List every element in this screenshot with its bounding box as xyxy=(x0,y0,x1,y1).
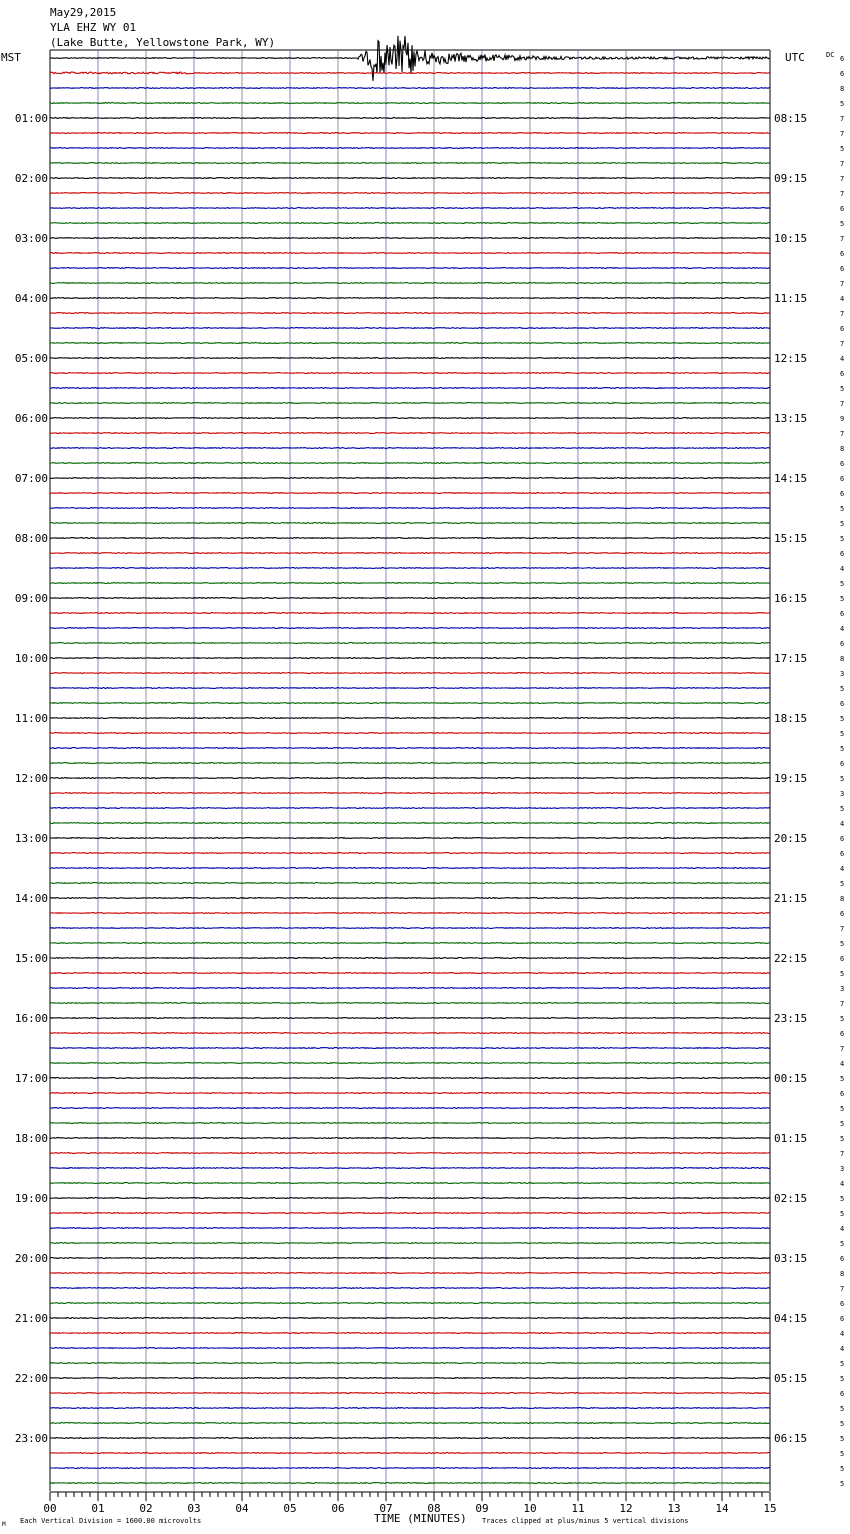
dc-offset-label: 7 xyxy=(840,190,845,198)
trace-row xyxy=(50,688,770,689)
trace-row xyxy=(50,898,770,899)
trace-row xyxy=(50,418,770,419)
trace-row xyxy=(50,1183,770,1184)
trace-row xyxy=(50,538,770,539)
dc-offset-label: 3 xyxy=(840,670,845,678)
trace-row xyxy=(50,583,770,584)
dc-offset-label: 4 xyxy=(840,1225,845,1233)
mst-hour-label: 05:00 xyxy=(14,352,48,365)
trace-row xyxy=(50,883,770,884)
trace-row xyxy=(50,1453,770,1454)
trace-row xyxy=(50,343,770,344)
trace-row xyxy=(50,403,770,404)
trace-row xyxy=(50,1303,770,1304)
seismic-traces xyxy=(50,36,770,1484)
mst-hour-label: 17:00 xyxy=(14,1072,48,1085)
dc-offset-label: 6 xyxy=(840,55,845,63)
header-location: (Lake Butte, Yellowstone Park, WY) xyxy=(50,36,276,49)
trace-row xyxy=(50,268,770,269)
trace-row xyxy=(50,1093,770,1094)
dc-offset-label: 6 xyxy=(840,1300,845,1308)
trace-row xyxy=(50,838,770,839)
dc-offset-label: 6 xyxy=(840,370,845,378)
utc-hour-label: 00:15 xyxy=(774,1072,808,1085)
dc-offset-label: 6 xyxy=(840,490,845,498)
trace-row xyxy=(50,1168,770,1169)
dc-offset-label: 6 xyxy=(840,850,845,858)
trace-row xyxy=(50,1228,770,1229)
dc-offset-label: 5 xyxy=(840,880,845,888)
x-tick-label: 13 xyxy=(667,1502,681,1515)
dc-offset-label: 7 xyxy=(840,280,845,288)
trace-row xyxy=(50,628,770,629)
mst-hour-label: 14:00 xyxy=(14,892,48,905)
trace-row xyxy=(50,1213,770,1214)
x-tick-label: 04 xyxy=(235,1502,249,1515)
dc-offset-label: 7 xyxy=(840,400,845,408)
trace-row xyxy=(50,1393,770,1394)
utc-hour-label: 10:15 xyxy=(774,232,808,245)
dc-offset-label: 5 xyxy=(840,745,845,753)
trace-row xyxy=(50,508,770,509)
mst-hour-label: 01:00 xyxy=(14,112,48,125)
dc-offset-label: 6 xyxy=(840,1390,845,1398)
trace-row xyxy=(50,328,770,329)
trace-row xyxy=(50,553,770,554)
dc-offset-label: 6 xyxy=(840,1255,845,1263)
dc-offset-label: 5 xyxy=(840,775,845,783)
mst-hour-label: 04:00 xyxy=(14,292,48,305)
dc-offset-label: 6 xyxy=(840,475,845,483)
trace-row xyxy=(50,72,770,74)
trace-row xyxy=(50,1108,770,1109)
mst-hour-label: 11:00 xyxy=(14,712,48,725)
utc-hour-label: 06:15 xyxy=(774,1432,808,1445)
trace-row xyxy=(50,373,770,374)
x-tick-label: 01 xyxy=(91,1502,105,1515)
utc-hour-label: 02:15 xyxy=(774,1192,808,1205)
trace-row xyxy=(50,523,770,524)
dc-offset-label: 4 xyxy=(840,565,845,573)
utc-hour-label: 03:15 xyxy=(774,1252,808,1265)
left-timezone-label: MST xyxy=(1,51,21,64)
utc-hour-label: 23:15 xyxy=(774,1012,808,1025)
x-tick-label: 06 xyxy=(331,1502,345,1515)
trace-row xyxy=(50,493,770,494)
mst-hour-label: 02:00 xyxy=(14,172,48,185)
trace-row xyxy=(50,853,770,854)
utc-hour-label: 14:15 xyxy=(774,472,808,485)
dc-offset-label: 6 xyxy=(840,640,845,648)
dc-offset-label: 7 xyxy=(840,430,845,438)
dc-offset-label: 6 xyxy=(840,760,845,768)
dc-offset-label: 5 xyxy=(840,1480,845,1488)
trace-row xyxy=(50,1378,770,1379)
dc-offset-label: 5 xyxy=(840,535,845,543)
trace-row xyxy=(50,598,770,599)
trace-row xyxy=(50,238,770,239)
trace-row xyxy=(50,1258,770,1259)
mst-hour-label: 12:00 xyxy=(14,772,48,785)
x-tick-label: 03 xyxy=(187,1502,201,1515)
x-tick-label: 11 xyxy=(571,1502,585,1515)
dc-offset-label: 4 xyxy=(840,865,845,873)
mst-hour-label: 08:00 xyxy=(14,532,48,545)
trace-row xyxy=(50,133,770,134)
mst-hour-label: 18:00 xyxy=(14,1132,48,1145)
dc-offset-label: 5 xyxy=(840,1135,845,1143)
dc-offset-label: 7 xyxy=(840,340,845,348)
x-tick-label: 08 xyxy=(427,1502,441,1515)
trace-row xyxy=(50,163,770,164)
trace-row xyxy=(50,1198,770,1199)
trace-row xyxy=(50,1048,770,1049)
utc-hour-label: 18:15 xyxy=(774,712,808,725)
utc-hour-label: 08:15 xyxy=(774,112,808,125)
utc-hour-label: 19:15 xyxy=(774,772,808,785)
trace-row xyxy=(50,463,770,464)
dc-offset-label: 5 xyxy=(840,1120,845,1128)
dc-offset-label: 4 xyxy=(840,355,845,363)
trace-row xyxy=(50,823,770,824)
dc-offset-label: 5 xyxy=(840,1375,845,1383)
utc-hour-label: 22:15 xyxy=(774,952,808,965)
trace-row xyxy=(50,1003,770,1004)
dc-offset-label: 6 xyxy=(840,610,845,618)
trace-row xyxy=(50,733,770,734)
x-tick-label: 05 xyxy=(283,1502,297,1515)
utc-hour-label: 15:15 xyxy=(774,532,808,545)
dc-offset-label: 5 xyxy=(840,385,845,393)
trace-row xyxy=(50,808,770,809)
dc-offset-label: 5 xyxy=(840,1420,845,1428)
dc-offset-label: 4 xyxy=(840,1330,845,1338)
mst-hour-label: 23:00 xyxy=(14,1432,48,1445)
mst-hour-label: 15:00 xyxy=(14,952,48,965)
trace-row xyxy=(50,1318,770,1319)
dc-offset-label: 4 xyxy=(840,1180,845,1188)
x-tick-label: 07 xyxy=(379,1502,393,1515)
dc-offset-label: 5 xyxy=(840,595,845,603)
dc-offset-label: 5 xyxy=(840,580,845,588)
trace-row xyxy=(50,763,770,764)
trace-row xyxy=(50,973,770,974)
trace-row xyxy=(50,1033,770,1034)
mst-hour-label: 09:00 xyxy=(14,592,48,605)
trace-row xyxy=(50,448,770,449)
dc-offset-label: 8 xyxy=(840,85,845,93)
trace-row xyxy=(50,118,770,119)
dc-offset-label: 6 xyxy=(840,1030,845,1038)
dc-offset-label: 4 xyxy=(840,295,845,303)
trace-row xyxy=(50,1153,770,1154)
trace-row xyxy=(50,1438,770,1439)
trace-row xyxy=(50,643,770,644)
x-tick-label: 00 xyxy=(43,1502,57,1515)
dc-offset-label: 3 xyxy=(840,1165,845,1173)
dc-offset-label: 8 xyxy=(840,445,845,453)
trace-row xyxy=(50,148,770,149)
dc-offset-label: 6 xyxy=(840,205,845,213)
dc-offset-label: 6 xyxy=(840,835,845,843)
dc-offset-label: 6 xyxy=(840,955,845,963)
trace-row xyxy=(50,1468,770,1469)
dc-offset-label: 6 xyxy=(840,700,845,708)
dc-offset-label: 7 xyxy=(840,1150,845,1158)
dc-offset-label: 5 xyxy=(840,715,845,723)
corner-mark: M xyxy=(2,1521,6,1528)
utc-hour-label: 11:15 xyxy=(774,292,808,305)
dc-offset-label: 5 xyxy=(840,940,845,948)
trace-row xyxy=(50,253,770,254)
trace-row xyxy=(50,703,770,704)
trace-row xyxy=(50,1063,770,1064)
trace-row xyxy=(50,613,770,614)
trace-row xyxy=(50,1243,770,1244)
dc-offset-label: 8 xyxy=(840,895,845,903)
utc-hour-label: 16:15 xyxy=(774,592,808,605)
dc-offset-label: 5 xyxy=(840,505,845,513)
trace-row xyxy=(50,178,770,179)
dc-offset-label: 3 xyxy=(840,790,845,798)
mst-hour-label: 03:00 xyxy=(14,232,48,245)
dc-offset-label: 5 xyxy=(840,1435,845,1443)
dc-offset-label: 8 xyxy=(840,1270,845,1278)
dc-offset-label: 5 xyxy=(840,1015,845,1023)
dc-offset-label: 6 xyxy=(840,1090,845,1098)
dc-offset-label: 6 xyxy=(840,250,845,258)
dc-offset-label: 6 xyxy=(840,910,845,918)
dc-offset-label: 7 xyxy=(840,1000,845,1008)
x-tick-label: 02 xyxy=(139,1502,153,1515)
utc-hour-label: 17:15 xyxy=(774,652,808,665)
trace-row xyxy=(50,283,770,284)
dc-offset-label: 7 xyxy=(840,160,845,168)
mst-hour-label: 21:00 xyxy=(14,1312,48,1325)
dc-offset-label: 5 xyxy=(840,1075,845,1083)
dc-offset-label: 6 xyxy=(840,460,845,468)
dc-offset-label: 4 xyxy=(840,1345,845,1353)
x-tick-label: 12 xyxy=(619,1502,633,1515)
dc-offset-label: 5 xyxy=(840,1465,845,1473)
dc-offset-label: 5 xyxy=(840,685,845,693)
trace-row xyxy=(50,673,770,674)
time-grid xyxy=(50,50,770,1491)
trace-row xyxy=(50,298,770,299)
dc-offset-label: 7 xyxy=(840,130,845,138)
x-tick-label: 09 xyxy=(475,1502,489,1515)
dc-offset-label: 5 xyxy=(840,1360,845,1368)
dc-offset-label: 5 xyxy=(840,805,845,813)
trace-row xyxy=(50,358,770,359)
dc-offset-label: 9 xyxy=(840,415,845,423)
trace-row xyxy=(50,988,770,989)
scale-note: Each Vertical Division = 1600.00 microvolts xyxy=(20,1517,202,1525)
utc-hour-label: 21:15 xyxy=(774,892,808,905)
mst-hour-label: 10:00 xyxy=(14,652,48,665)
utc-hour-label: 01:15 xyxy=(774,1132,808,1145)
dc-offset-label: 5 xyxy=(840,520,845,528)
mst-hour-label: 19:00 xyxy=(14,1192,48,1205)
dc-offset-label: 6 xyxy=(840,325,845,333)
dc-offset-label: 5 xyxy=(840,1195,845,1203)
dc-offset-label: 5 xyxy=(840,145,845,153)
dc-offset-label: 7 xyxy=(840,235,845,243)
dc-offset-label: 5 xyxy=(840,970,845,978)
trace-row xyxy=(50,1123,770,1124)
mst-hour-label: 20:00 xyxy=(14,1252,48,1265)
utc-hour-label: 04:15 xyxy=(774,1312,808,1325)
trace-row xyxy=(50,1483,770,1484)
mst-hour-label: 22:00 xyxy=(14,1372,48,1385)
trace-row xyxy=(50,1363,770,1364)
x-tick-label: 10 xyxy=(523,1502,537,1515)
mst-hour-label: 06:00 xyxy=(14,412,48,425)
dc-offset-label: 7 xyxy=(840,1285,845,1293)
trace-row xyxy=(50,868,770,869)
trace-row xyxy=(50,928,770,929)
trace-row xyxy=(50,103,770,104)
trace-row xyxy=(50,1348,770,1349)
trace-row xyxy=(50,718,770,719)
trace-row xyxy=(50,958,770,959)
utc-hour-label: 09:15 xyxy=(774,172,808,185)
dc-offset-label: 6 xyxy=(840,1315,845,1323)
right-timezone-label: UTC xyxy=(785,51,805,64)
utc-hour-label: 20:15 xyxy=(774,832,808,845)
trace-row xyxy=(50,1138,770,1139)
dc-offset-label: 5 xyxy=(840,1105,845,1113)
trace-row xyxy=(50,433,770,434)
trace-row xyxy=(50,1288,770,1289)
dc-offset-label: 4 xyxy=(840,1060,845,1068)
dc-offset-label: 5 xyxy=(840,1240,845,1248)
trace-row xyxy=(50,1078,770,1079)
trace-row xyxy=(50,223,770,224)
x-tick-label: 14 xyxy=(715,1502,729,1515)
utc-hour-label: 13:15 xyxy=(774,412,808,425)
dc-offset-label: 7 xyxy=(840,1045,845,1053)
dc-offset-label: 7 xyxy=(840,925,845,933)
dc-offset-label: 8 xyxy=(840,655,845,663)
utc-hour-label: 05:15 xyxy=(774,1372,808,1385)
dc-offset-label: 5 xyxy=(840,220,845,228)
dc-offset-label: 7 xyxy=(840,115,845,123)
trace-row xyxy=(50,943,770,944)
header-date: May29,2015 xyxy=(50,6,117,19)
mst-hour-label: 07:00 xyxy=(14,472,48,485)
trace-row xyxy=(50,1273,770,1274)
header-station: YLA EHZ WY 01 xyxy=(50,21,137,34)
x-axis-title: TIME (MINUTES) xyxy=(374,1512,467,1525)
x-tick-label: 15 xyxy=(763,1502,777,1515)
trace-row xyxy=(50,1018,770,1019)
dc-offset-label: 5 xyxy=(840,730,845,738)
trace-row xyxy=(50,793,770,794)
trace-row xyxy=(50,478,770,479)
trace-row xyxy=(50,658,770,659)
trace-row xyxy=(50,1423,770,1424)
trace-row xyxy=(50,88,770,89)
trace-row xyxy=(50,313,770,314)
trace-row xyxy=(50,193,770,194)
trace-row xyxy=(50,1333,770,1334)
trace-row xyxy=(50,748,770,749)
dc-header-label: DC xyxy=(826,51,835,59)
dc-offset-label: 6 xyxy=(840,550,845,558)
mst-hour-label: 13:00 xyxy=(14,832,48,845)
trace-row xyxy=(50,778,770,779)
dc-offset-label: 5 xyxy=(840,1450,845,1458)
mst-hour-label: 16:00 xyxy=(14,1012,48,1025)
trace-row xyxy=(50,1408,770,1409)
dc-offset-label: 5 xyxy=(840,1405,845,1413)
trace-row xyxy=(50,208,770,209)
dc-offset-label: 6 xyxy=(840,265,845,273)
dc-offset-label: 7 xyxy=(840,310,845,318)
dc-offset-label: 5 xyxy=(840,1210,845,1218)
trace-row xyxy=(50,568,770,569)
dc-offset-label: 3 xyxy=(840,985,845,993)
utc-hour-label: 12:15 xyxy=(774,352,808,365)
dc-offset-label: 6 xyxy=(840,70,845,78)
dc-offset-label: 7 xyxy=(840,175,845,183)
dc-offset-label: 5 xyxy=(840,100,845,108)
dc-offset-label: 4 xyxy=(840,625,845,633)
clip-note: Traces clipped at plus/minus 5 vertical divisions xyxy=(482,1517,689,1525)
dc-offset-label: 4 xyxy=(840,820,845,828)
trace-row xyxy=(50,913,770,914)
trace-row xyxy=(50,388,770,389)
